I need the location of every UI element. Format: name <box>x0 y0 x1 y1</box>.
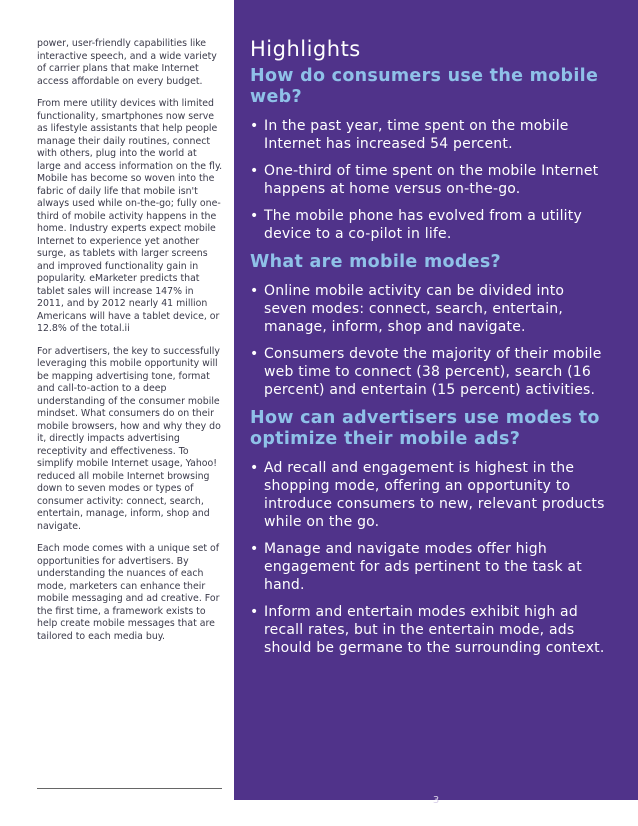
bullet-icon: • <box>250 208 259 224</box>
bullet-icon: • <box>250 283 259 299</box>
bullet-text: Manage and navigate modes offer high engagement for ads pertinent to the task at hand. <box>264 541 582 593</box>
bullet-item <box>250 282 610 336</box>
highlights-content <box>250 36 610 666</box>
highlights-panel <box>234 0 638 806</box>
bullet-icon: • <box>250 346 259 362</box>
bullet-item <box>250 459 610 531</box>
bullet-text: Ad recall and engagement is highest in the shopping mode, offering an opportunity to introduce consumers to new, relevant products while on the go. <box>264 460 605 530</box>
highlights-title: Highlights <box>250 37 361 61</box>
bullet-text: In the past year, time spent on the mobile Internet has increased 54 percent. <box>264 118 569 152</box>
bullet-item <box>250 117 610 153</box>
body-paragraph: Each mode comes with a unique set of opportunities for advertisers. By understanding the nuances of each mode, marketers can enhance their mobile messaging and ad creative. For the first time, a framework exists to help create mobile messages that are tailored to each media buy. <box>37 543 220 642</box>
bullet-text: One-third of time spent on the mobile Internet happens at home versus on-the-go. <box>264 163 599 197</box>
bullet-icon: • <box>250 118 259 134</box>
bullet-text: Consumers devote the majority of their mobile web time to connect (38 percent), search (16 percent) and entertain (15 percent) activities. <box>264 346 602 398</box>
bullet-icon: • <box>250 460 259 476</box>
bullet-icon: • <box>250 163 259 179</box>
bullet-list <box>250 117 610 243</box>
bullet-text: The mobile phone has evolved from a utility device to a co-pilot in life. <box>264 208 582 242</box>
section-heading: What are mobile modes? <box>250 252 501 272</box>
section-heading: How do consumers use the mobile web? <box>250 66 599 107</box>
page-number: 3 <box>432 795 440 806</box>
bullet-list <box>250 282 610 399</box>
bullet-text: Online mobile activity can be divided into seven modes: connect, search, entertain, manage, inform, shop and navigate. <box>264 283 565 335</box>
bullet-item <box>250 540 610 594</box>
bullet-item <box>250 207 610 243</box>
body-paragraph: For advertisers, the key to successfully leveraging this mobile opportunity will be mapping advertising tone, format and call-to-action to a deep understanding of the consumer mobile mindset. What consumers do on their mobile browsers, how and why they do it, directly impacts advertising receptivity and effectiveness. To simplify mobile Internet usage, Yahoo! reduced all mobile Internet browsing down to seven modes or types of consumer activity: connect, search, entertain, manage, inform, shop and navigate. <box>37 345 221 532</box>
bullet-list <box>250 459 610 657</box>
bullet-item <box>250 162 610 198</box>
bullet-item <box>250 603 610 657</box>
body-paragraph: power, user-friendly capabilities like interactive speech, and a wide variety of carrier plans that make Internet access affordable on every budget. <box>37 38 217 87</box>
bullet-icon: • <box>250 604 259 620</box>
section-heading: How can advertisers use modes to optimize their mobile ads? <box>250 408 600 449</box>
left-column-text <box>37 38 223 653</box>
bullet-icon: • <box>250 541 259 557</box>
footnote-divider <box>37 788 222 789</box>
bullet-item <box>250 345 610 399</box>
body-paragraph: From mere utility devices with limited functionality, smartphones now serve as lifestyle assistants that help people manage their daily routines, connect with others, plug into the world at large and access information on the fly. Mobile has become so woven into the fabric of daily life that mobile isn't always used while on-the-go; fully one-third of mobile activity happens in the home. Industry experts expect mobile Internet to experience yet another surge, as tablets with larger screens and improved functionality gain in popularity. eMarketer predicts that tablet sales will increase 147% in 2011, and by 2012 nearly 41 million Americans will have a tablet device, or 12.8% of the total.ii <box>37 98 223 334</box>
bullet-text: Inform and entertain modes exhibit high ad recall rates, but in the entertain mode, ads should be germane to the surrounding context. <box>264 604 605 656</box>
